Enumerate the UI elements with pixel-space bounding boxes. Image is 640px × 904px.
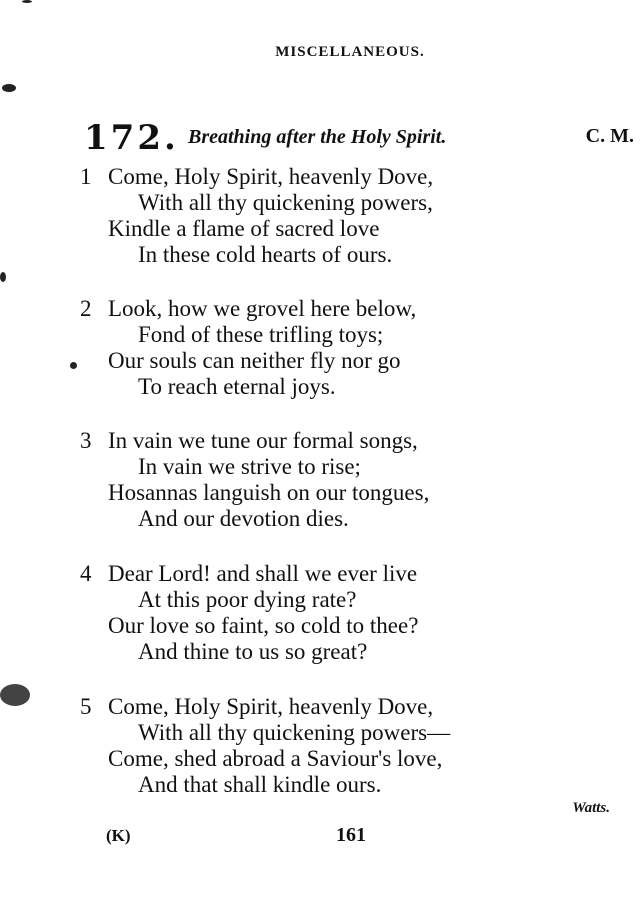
verse-4 — [80, 561, 600, 665]
verse-line: Hosannas languish on our tongues, — [108, 480, 430, 505]
verse-line: 1 Come, Holy Spirit, heavenly Dove, — [80, 164, 434, 189]
verse-line: 2 Look, how we grovel here below, — [80, 296, 417, 321]
verse-5 — [80, 694, 600, 798]
hymn-meter: C. M. — [585, 125, 634, 147]
verse-line: 3 In vain we tune our formal songs, — [80, 428, 418, 453]
verse-line: 4 Dear Lord! and shall we ever live — [80, 561, 418, 586]
verse-line: 5 Come, Holy Spirit, heavenly Dove, — [80, 694, 434, 719]
verse-line: Fond of these trifling toys; — [138, 322, 384, 347]
verse-line: Kindle a flame of sacred love — [108, 216, 380, 241]
hymn-header — [84, 118, 634, 162]
verse-line: At this poor dying rate? — [138, 587, 357, 612]
verse-2 — [80, 296, 600, 400]
verse-1 — [80, 164, 600, 268]
verse-line: Our love so faint, so cold to thee? — [108, 613, 419, 638]
running-head: MISCELLANEOUS. — [275, 44, 425, 60]
ink-blot — [2, 84, 16, 92]
verse-line: And our devotion dies. — [138, 506, 349, 531]
hymn-title: Breathing after the Holy Spirit. — [188, 126, 447, 148]
verse-number: 5 — [80, 694, 92, 719]
verse-line: To reach eternal joys. — [138, 374, 336, 399]
author-attribution: Watts. — [572, 800, 610, 816]
verse-3 — [80, 428, 600, 532]
verse-line: In these cold hearts of ours. — [138, 242, 393, 267]
ink-blot — [0, 272, 6, 282]
verse-number: 3 — [80, 428, 92, 453]
hymn-number: 172. — [84, 118, 179, 158]
verse-number: 2 — [80, 296, 92, 321]
verse-line: With all thy quickening powers— — [138, 720, 451, 745]
ink-blot — [0, 684, 30, 706]
verse-line: And thine to us so great? — [138, 639, 368, 664]
ink-blot — [70, 362, 77, 369]
verse-line: Come, shed abroad a Saviour's love, — [108, 746, 443, 771]
verse-line: Our souls can neither fly nor go — [108, 348, 401, 373]
verse-line: In vain we strive to rise; — [138, 454, 361, 479]
page-number: 161 — [336, 824, 366, 846]
verse-number: 4 — [80, 561, 92, 586]
ink-blot — [22, 0, 32, 3]
verse-line: With all thy quickening powers, — [138, 190, 433, 215]
verse-line: And that shall kindle ours. — [138, 772, 382, 797]
signature-mark: (K) — [106, 826, 131, 845]
verse-number: 1 — [80, 164, 92, 189]
